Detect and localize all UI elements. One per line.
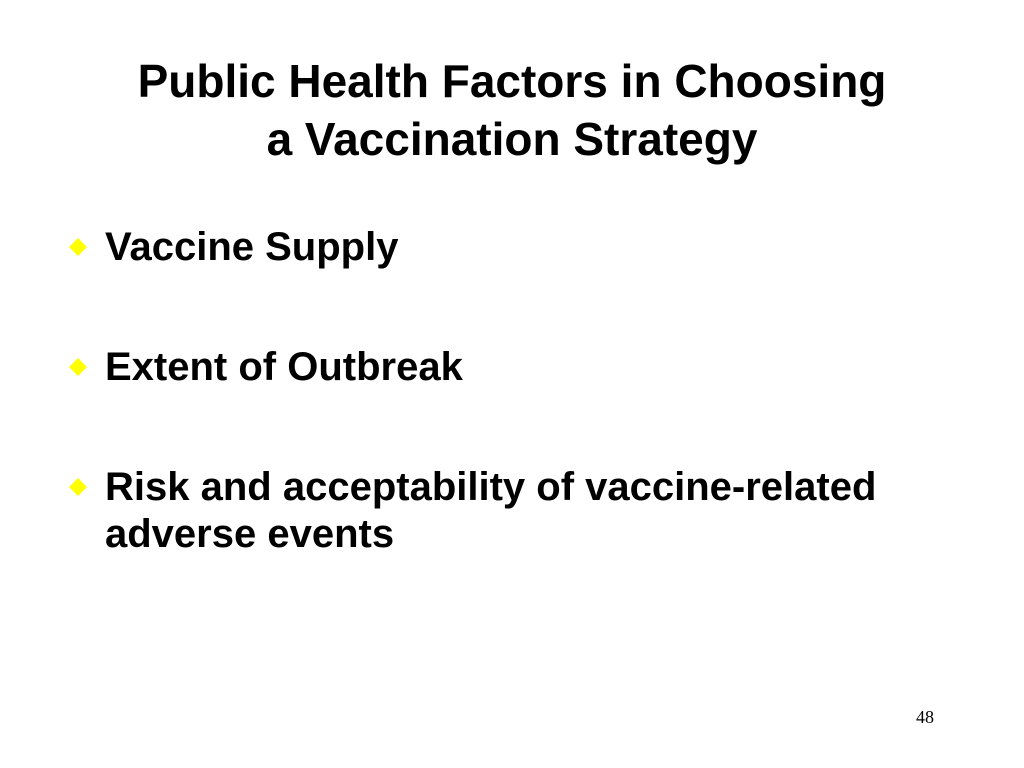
bullet-text: Risk and acceptability of vaccine-related adverse events	[105, 465, 877, 556]
bullet-item-vaccine-supply	[66, 224, 966, 271]
page-number: 48	[916, 707, 934, 727]
bullet-list	[66, 224, 966, 558]
slide-title-line-1: Public Health Factors in Choosing	[137, 55, 887, 107]
slide-title	[0, 52, 1024, 168]
bullet-item-risk-and-acceptability	[66, 464, 966, 558]
diamond-bullet-icon	[69, 358, 87, 376]
bullet-text: Extent of Outbreak	[105, 345, 463, 389]
bullet-item-extent-of-outbreak	[66, 344, 966, 391]
diamond-bullet-icon	[69, 478, 87, 496]
bullet-text: Vaccine Supply	[105, 225, 399, 269]
slide-title-line-2: a Vaccination Strategy	[266, 113, 758, 165]
diamond-bullet-icon	[69, 238, 87, 256]
